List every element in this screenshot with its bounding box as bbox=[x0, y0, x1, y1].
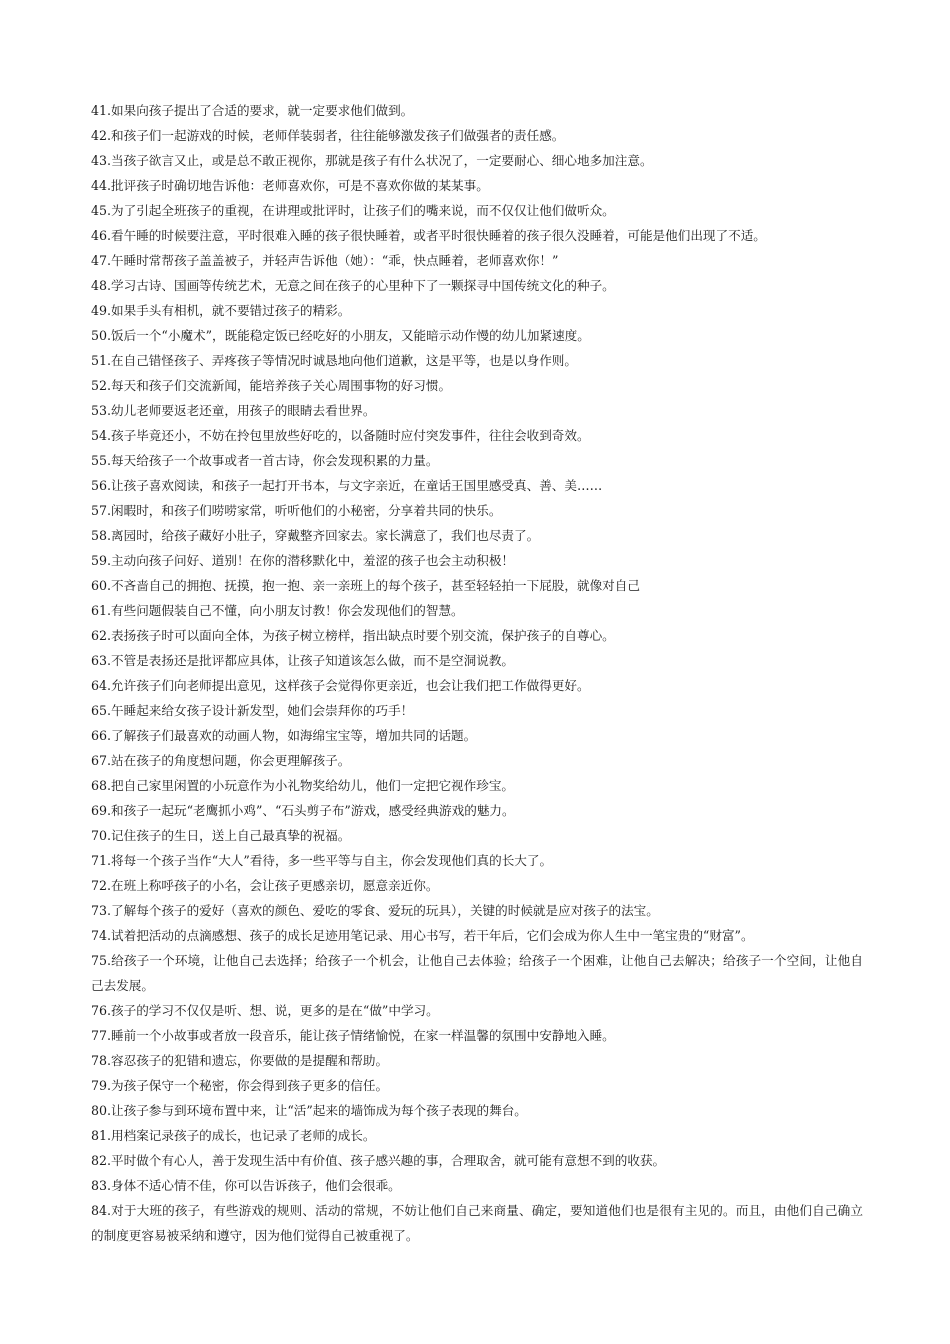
list-item: 67.站在孩子的角度想问题，你会更理解孩子。 bbox=[91, 753, 351, 768]
list-item: 48.学习古诗、国画等传统艺术，无意之间在孩子的心里种下了一颗探寻中国传统文化的种子。 bbox=[91, 278, 615, 293]
list-item: 63.不管是表扬还是批评都应具体，让孩子知道该怎么做，而不是空洞说教。 bbox=[91, 653, 515, 668]
list-item: 41.如果向孩子提出了合适的要求，就一定要求他们做到。 bbox=[91, 103, 414, 118]
list-item: 72.在班上称呼孩子的小名，会让孩子更感亲切，愿意亲近你。 bbox=[91, 878, 439, 893]
list-item: 47.午睡时常帮孩子盖盖被子，并轻声告诉他（她）：“乖，快点睡着，老师喜欢你！” bbox=[91, 253, 559, 268]
list-item: 64.允许孩子们向老师提出意见，这样孩子会觉得你更亲近，也会让我们把工作做得更好。 bbox=[91, 678, 590, 693]
list-item: 75.给孩子一个环境，让他自己去选择；给孩子一个机会，让他自己去体验；给孩子一个困难，让他自己去解决；给孩子一个空间，让他自己去发展。 bbox=[91, 953, 863, 993]
list-item: 46.看午睡的时候要注意，平时很难入睡的孩子很快睡着，或者平时很快睡着的孩子很久没睡着，可能是他们出现了不适。 bbox=[91, 228, 766, 243]
list-item: 74.试着把活动的点滴感想、孩子的成长足迹用笔记录、用心书写，若干年后，它们会成为你人生中一笔宝贵的“财富”。 bbox=[91, 928, 754, 943]
list-item: 84.对于大班的孩子，有些游戏的规则、活动的常规，不妨让他们自己来商量、确定，要知道他们也是很有主见的。而且，由他们自己确立的制度更容易被采纳和遵守，因为他们觉得自己被重视了。 bbox=[91, 1203, 863, 1243]
list-item: 44.批评孩子时确切地告诉他：老师喜欢你，可是不喜欢你做的某某事。 bbox=[91, 178, 489, 193]
list-item: 65.午睡起来给女孩子设计新发型，她们会崇拜你的巧手！ bbox=[91, 703, 414, 718]
list-item: 60.不吝啬自己的拥抱、抚摸，抱一抱、亲一亲班上的每个孩子，甚至轻轻拍一下屁股，就像对自己 bbox=[91, 578, 640, 593]
list-item: 79.为孩子保守一个秘密，你会得到孩子更多的信任。 bbox=[91, 1078, 389, 1093]
list-item: 61.有些问题假装自己不懂，向小朋友讨教！你会发现他们的智慧。 bbox=[91, 603, 464, 618]
list-item: 76.孩子的学习不仅仅是听、想、说，更多的是在“做”中学习。 bbox=[91, 1003, 439, 1018]
list-item: 83.身体不适心情不佳，你可以告诉孩子，他们会很乖。 bbox=[91, 1178, 401, 1193]
list-item: 77.睡前一个小故事或者放一段音乐，能让孩子情绪愉悦，在家一样温馨的氛围中安静地入睡。 bbox=[91, 1028, 615, 1043]
list-item: 81.用档案记录孩子的成长，也记录了老师的成长。 bbox=[91, 1128, 376, 1143]
list-item: 78.容忍孩子的犯错和遗忘，你要做的是提醒和帮助。 bbox=[91, 1053, 389, 1068]
list-item: 58.离园时，给孩子藏好小肚子，穿戴整齐回家去。家长满意了，我们也尽责了。 bbox=[91, 528, 540, 543]
document-body bbox=[91, 98, 863, 1248]
list-item: 59.主动向孩子问好、道别！在你的潜移默化中，羞涩的孩子也会主动积极！ bbox=[91, 553, 515, 568]
list-item: 82.平时做个有心人，善于发现生活中有价值、孩子感兴趣的事，合理取舍，就可能有意想不到的收获。 bbox=[91, 1153, 666, 1168]
list-item: 62.表扬孩子时可以面向全体，为孩子树立榜样，指出缺点时要个别交流，保护孩子的自尊心。 bbox=[91, 628, 615, 643]
list-item: 49.如果手头有相机，就不要错过孩子的精彩。 bbox=[91, 303, 351, 318]
list-item: 57.闲暇时，和孩子们唠唠家常，听听他们的小秘密，分享着共同的快乐。 bbox=[91, 503, 502, 518]
list-item: 54.孩子毕竟还小，不妨在拎包里放些好吃的，以备随时应付突发事件，往往会收到奇效。 bbox=[91, 428, 590, 443]
list-item: 70.记住孩子的生日，送上自己最真挚的祝福。 bbox=[91, 828, 351, 843]
list-item: 51.在自己错怪孩子、弄疼孩子等情况时诚恳地向他们道歉，这是平等，也是以身作则。 bbox=[91, 353, 577, 368]
list-item: 73.了解每个孩子的爱好（喜欢的颜色、爱吃的零食、爱玩的玩具），关键的时候就是应对孩子的法宝。 bbox=[91, 903, 659, 918]
list-item: 68.把自己家里闲置的小玩意作为小礼物奖给幼儿，他们一定把它视作珍宝。 bbox=[91, 778, 515, 793]
list-item: 66.了解孩子们最喜欢的动画人物，如海绵宝宝等，增加共同的话题。 bbox=[91, 728, 477, 743]
list-item: 45.为了引起全班孩子的重视，在讲理或批评时，让孩子们的嘴来说，而不仅仅让他们做听众。 bbox=[91, 203, 615, 218]
list-item: 80.让孩子参与到环境布置中来，让“活”起来的墙饰成为每个孩子表现的舞台。 bbox=[91, 1103, 527, 1118]
list-item: 42.和孩子们一起游戏的时候，老师佯装弱者，往往能够激发孩子们做强者的责任感。 bbox=[91, 128, 565, 143]
list-item: 52.每天和孩子们交流新闻，能培养孩子关心周围事物的好习惯。 bbox=[91, 378, 452, 393]
list-item: 71.将每一个孩子当作“大人”看待，多一些平等与自主，你会发现他们真的长大了。 bbox=[91, 853, 553, 868]
list-item: 56.让孩子喜欢阅读，和孩子一起打开书本，与文字亲近，在童话王国里感受真、善、美…… bbox=[91, 478, 603, 493]
list-item: 50.饭后一个“小魔术”，既能稳定饭已经吃好的小朋友，又能暗示动作慢的幼儿加紧速度。 bbox=[91, 328, 590, 343]
list-item: 69.和孩子一起玩“老鹰抓小鸡”、“石头剪子布”游戏，感受经典游戏的魅力。 bbox=[91, 803, 515, 818]
list-item: 55.每天给孩子一个故事或者一首古诗，你会发现积累的力量。 bbox=[91, 453, 439, 468]
list-item: 53.幼儿老师要返老还童，用孩子的眼睛去看世界。 bbox=[91, 403, 376, 418]
list-item: 43.当孩子欲言又止，或是总不敢正视你，那就是孩子有什么状况了，一定要耐心、细心地多加注意。 bbox=[91, 153, 653, 168]
